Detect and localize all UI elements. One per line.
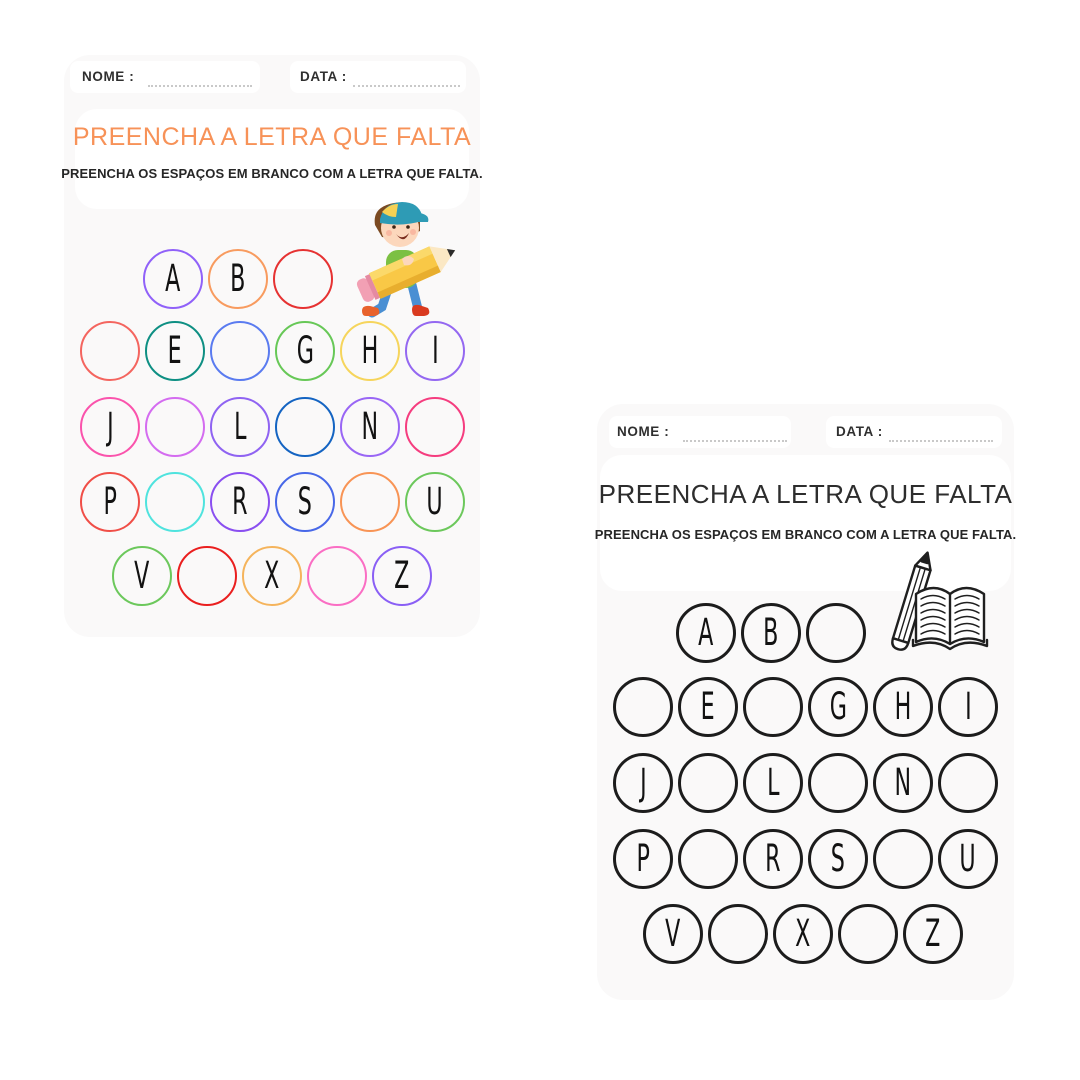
letter-row — [676, 603, 866, 663]
letter-circle-u — [938, 829, 998, 889]
empty-letter-circle[interactable] — [210, 321, 270, 381]
letter-label: J — [106, 404, 114, 448]
letter-circle-j — [80, 397, 140, 457]
letter-row — [143, 249, 333, 309]
letter-circle-p — [613, 829, 673, 889]
letter-label: V — [134, 553, 150, 597]
letter-label: E — [700, 684, 716, 728]
empty-letter-circle[interactable] — [405, 397, 465, 457]
letter-label: E — [167, 328, 183, 372]
letter-label: S — [830, 836, 846, 880]
letter-label: J — [639, 760, 647, 804]
date-input-line[interactable] — [889, 426, 993, 442]
letter-circle-n — [873, 753, 933, 813]
letter-label: I — [431, 328, 439, 372]
name-label: NOME : — [617, 424, 670, 439]
letter-circle-x — [773, 904, 833, 964]
letter-circle-x — [242, 546, 302, 606]
empty-letter-circle[interactable] — [145, 472, 205, 532]
worksheet-subtitle: PREENCHA OS ESPAÇOS EM BRANCO COM A LETRA QUE FALTA. — [594, 527, 1017, 542]
empty-letter-circle[interactable] — [340, 472, 400, 532]
letter-circle-v — [112, 546, 172, 606]
letter-circle-a — [676, 603, 736, 663]
empty-letter-circle[interactable] — [743, 677, 803, 737]
letter-label: H — [894, 684, 912, 728]
letter-label: P — [103, 479, 117, 523]
empty-letter-circle[interactable] — [613, 677, 673, 737]
letter-circle-l — [210, 397, 270, 457]
empty-letter-circle[interactable] — [177, 546, 237, 606]
letter-circle-z — [372, 546, 432, 606]
letter-circle-h — [873, 677, 933, 737]
letter-label: G — [829, 684, 847, 728]
empty-letter-circle[interactable] — [838, 904, 898, 964]
empty-letter-circle[interactable] — [275, 397, 335, 457]
worksheet-title: PREENCHA A LETRA QUE FALTA — [598, 479, 1013, 509]
letter-circle-e — [678, 677, 738, 737]
empty-letter-circle[interactable] — [678, 829, 738, 889]
letter-label: U — [426, 479, 444, 523]
letter-label: U — [959, 836, 977, 880]
letter-label: P — [636, 836, 650, 880]
letter-label: A — [165, 256, 181, 300]
letter-row — [613, 753, 998, 813]
letter-circle-l — [743, 753, 803, 813]
empty-letter-circle[interactable] — [678, 753, 738, 813]
empty-letter-circle[interactable] — [145, 397, 205, 457]
letter-circle-n — [340, 397, 400, 457]
boy-with-pencil-icon — [342, 195, 464, 325]
letter-label: R — [232, 479, 248, 523]
letter-row — [80, 397, 465, 457]
worksheet-black-white — [594, 404, 1017, 1000]
letter-circle-u — [405, 472, 465, 532]
letter-circle-v — [643, 904, 703, 964]
empty-letter-circle[interactable] — [307, 546, 367, 606]
letter-circle-a — [143, 249, 203, 309]
letter-label: R — [765, 836, 781, 880]
letter-circle-b — [741, 603, 801, 663]
letter-label: G — [296, 328, 314, 372]
letter-circle-p — [80, 472, 140, 532]
name-input-line[interactable] — [683, 426, 787, 442]
letter-circle-h — [340, 321, 400, 381]
worksheet-title: PREENCHA A LETRA QUE FALTA — [72, 123, 472, 151]
letter-label: X — [264, 553, 280, 597]
letter-circle-z — [903, 904, 963, 964]
letter-label: B — [763, 610, 779, 654]
letter-row — [80, 321, 465, 381]
letter-label: X — [795, 911, 811, 955]
letter-label: Z — [394, 553, 410, 597]
letter-row — [643, 904, 963, 964]
name-label: NOME : — [82, 69, 135, 84]
letter-circle-r — [743, 829, 803, 889]
letter-label: A — [698, 610, 714, 654]
empty-letter-circle[interactable] — [80, 321, 140, 381]
letter-circle-s — [808, 829, 868, 889]
letter-label: N — [894, 760, 912, 804]
date-label: DATA : — [836, 424, 883, 439]
letter-label: N — [361, 404, 379, 448]
empty-letter-circle[interactable] — [806, 603, 866, 663]
letter-row — [112, 546, 432, 606]
letter-label: I — [964, 684, 972, 728]
letter-label: L — [233, 404, 247, 448]
date-input-line[interactable] — [353, 71, 460, 87]
letter-circle-e — [145, 321, 205, 381]
empty-letter-circle[interactable] — [273, 249, 333, 309]
letter-circle-j — [613, 753, 673, 813]
letter-label: S — [297, 479, 313, 523]
date-label: DATA : — [300, 69, 347, 84]
letter-label: B — [230, 256, 246, 300]
letter-row — [613, 677, 998, 737]
letter-circle-s — [275, 472, 335, 532]
empty-letter-circle[interactable] — [708, 904, 768, 964]
letter-circle-i — [405, 321, 465, 381]
name-input-line[interactable] — [148, 71, 252, 87]
letter-row — [613, 829, 998, 889]
letter-circle-b — [208, 249, 268, 309]
letter-label: H — [361, 328, 379, 372]
empty-letter-circle[interactable] — [808, 753, 868, 813]
letter-label: L — [766, 760, 780, 804]
letter-circle-r — [210, 472, 270, 532]
worksheet-color — [61, 55, 483, 637]
letter-label: Z — [925, 911, 941, 955]
empty-letter-circle[interactable] — [938, 753, 998, 813]
empty-letter-circle[interactable] — [873, 829, 933, 889]
letter-circle-g — [808, 677, 868, 737]
letter-circle-g — [275, 321, 335, 381]
letter-label: V — [665, 911, 681, 955]
worksheet-subtitle: PREENCHA OS ESPAÇOS EM BRANCO COM A LETRA QUE FALTA. — [61, 166, 483, 181]
letter-circle-i — [938, 677, 998, 737]
letter-row — [80, 472, 465, 532]
book-and-pencil-icon — [880, 550, 998, 664]
title-card — [61, 109, 483, 209]
